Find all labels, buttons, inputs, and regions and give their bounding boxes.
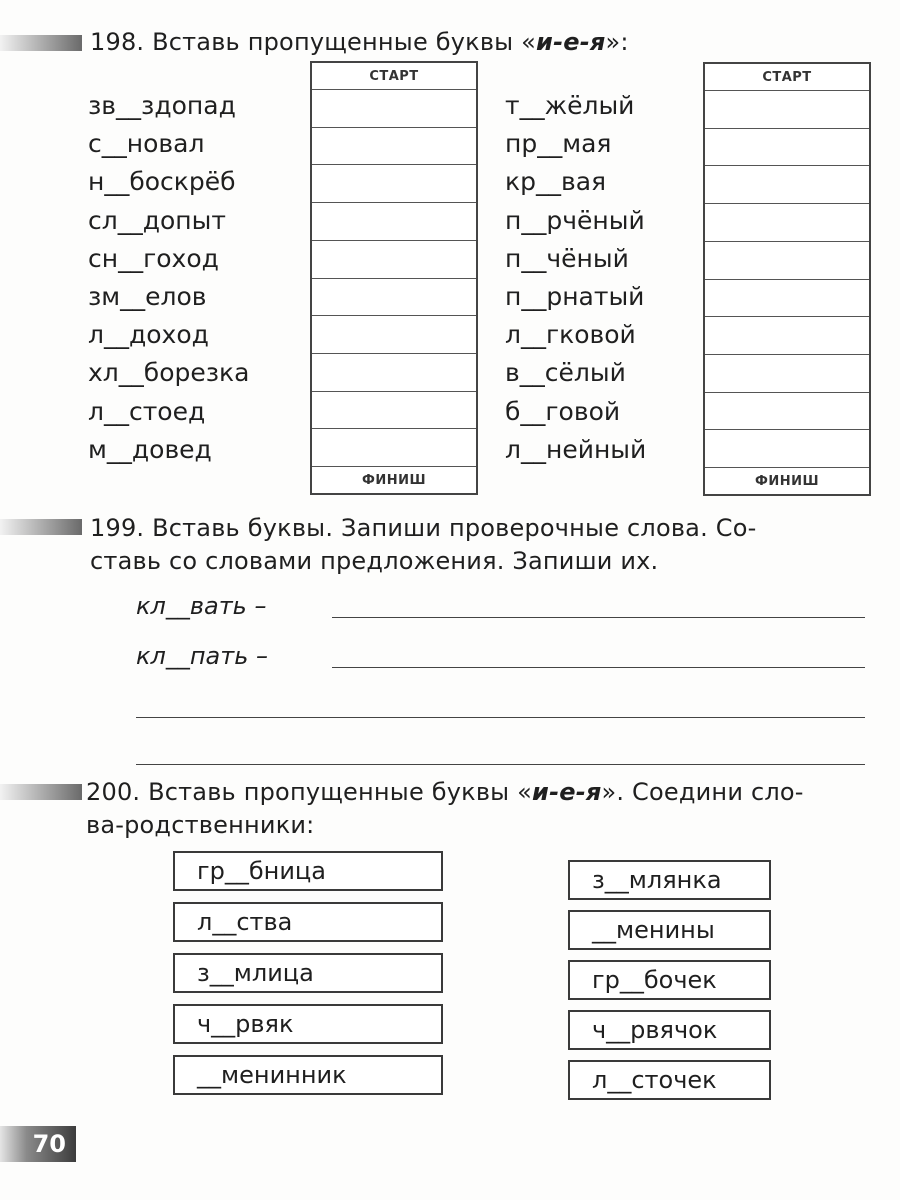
word-box[interactable]: __менинник [173,1055,443,1095]
word-item: л__нейный [505,434,647,464]
word-item: пр__мая [505,129,612,159]
word-item: л__стоед [88,396,206,426]
task-200-title [86,776,804,842]
answer-row-1-label: кл__вать – [136,592,267,620]
ladder-cell[interactable] [312,354,476,392]
section-bar-200 [0,784,82,800]
word-box[interactable]: __менины [568,910,771,950]
answer-row-2 [136,634,865,674]
ladder-cell[interactable] [312,316,476,354]
word-item: зв__здопад [88,91,236,120]
ladder-cell[interactable] [312,128,476,166]
ladder-left-start: СТАРТ [312,63,476,90]
ladder-cell[interactable] [312,429,476,466]
task-198-title-pre: 198. Вставь пропущенные буквы « [90,28,537,56]
word-item: б__говой [505,396,621,426]
task-200-title-line2: ва-родственники: [86,811,315,839]
answer-line-4[interactable] [136,764,865,765]
ladder-cell[interactable] [705,317,869,355]
ladder-right-finish: ФИНИШ [705,467,869,494]
ladder-cell[interactable] [312,90,476,128]
ladder-cell[interactable] [312,241,476,279]
word-item: сн__гоход [88,243,219,273]
ladder-cell[interactable] [705,166,869,204]
word-item: кр__вая [505,167,607,197]
word-item: п__рнатый [505,281,645,311]
ladder-cell[interactable] [705,355,869,393]
word-item: л__доход [88,320,209,350]
section-bar-199 [0,519,82,535]
answer-line-1[interactable] [332,617,865,618]
word-item: в__сёлый [505,358,626,388]
task-200-title-pre: 200. Вставь пропущенные буквы « [86,778,533,806]
ladder-left [310,61,478,495]
ladder-cell[interactable] [705,242,869,280]
task-199-title [90,512,756,578]
task-200-title-emphasis: и-е-я [532,778,602,806]
ladder-cell[interactable] [312,165,476,203]
word-item: м__довед [88,434,212,464]
word-item: л__гковой [505,320,636,350]
task-198-right-words [505,87,646,469]
word-item: зм__елов [88,281,207,311]
ladder-cell[interactable] [312,392,476,430]
task-198-title [90,27,629,57]
ladder-cell[interactable] [705,129,869,167]
answer-row-2-label: кл__пать – [136,642,268,670]
word-item: с__новал [88,129,205,159]
task-198-title-post: »: [605,28,629,56]
ladder-right [703,62,871,496]
ladder-cell[interactable] [705,204,869,242]
word-box[interactable]: з__млица [173,953,443,993]
answer-line-3[interactable] [136,717,865,718]
ladder-right-start: СТАРТ [705,64,869,91]
section-bar-198 [0,35,82,51]
task-200-title-post: ». Соедини сло- [601,778,804,806]
page-number: 70 [0,1126,76,1162]
ladder-cell[interactable] [312,279,476,317]
ladder-cell[interactable] [705,280,869,318]
answer-row-1 [136,584,865,624]
word-item: п__чёный [505,243,629,273]
word-box[interactable]: ч__рвяк [173,1004,443,1044]
ladder-cell[interactable] [705,430,869,467]
word-item: хл__борезка [88,358,250,388]
task-198-title-emphasis: и-е-я [536,28,606,56]
word-item: т__жёлый [505,91,635,120]
ladder-cell[interactable] [705,91,869,129]
word-item: сл__допыт [88,205,226,235]
ladder-cell[interactable] [312,203,476,241]
word-box[interactable]: л__ства [173,902,443,942]
task-198-left-words [88,87,249,469]
word-box[interactable]: ч__рвячок [568,1010,771,1050]
task-199-title-line2: ставь со словами предложения. Запиши их. [90,547,659,575]
word-item: н__боскрёб [88,167,236,197]
word-item: п__рчёный [505,205,645,235]
ladder-cell[interactable] [705,393,869,431]
word-box[interactable]: л__сточек [568,1060,771,1100]
word-box[interactable]: з__млянка [568,860,771,900]
task-199-title-line1: 199. Вставь буквы. Запиши проверочные слова. Со- [90,514,757,542]
word-box[interactable]: гр__бочек [568,960,771,1000]
word-box[interactable]: гр__бница [173,851,443,891]
answer-line-2[interactable] [332,667,865,668]
ladder-left-finish: ФИНИШ [312,466,476,493]
